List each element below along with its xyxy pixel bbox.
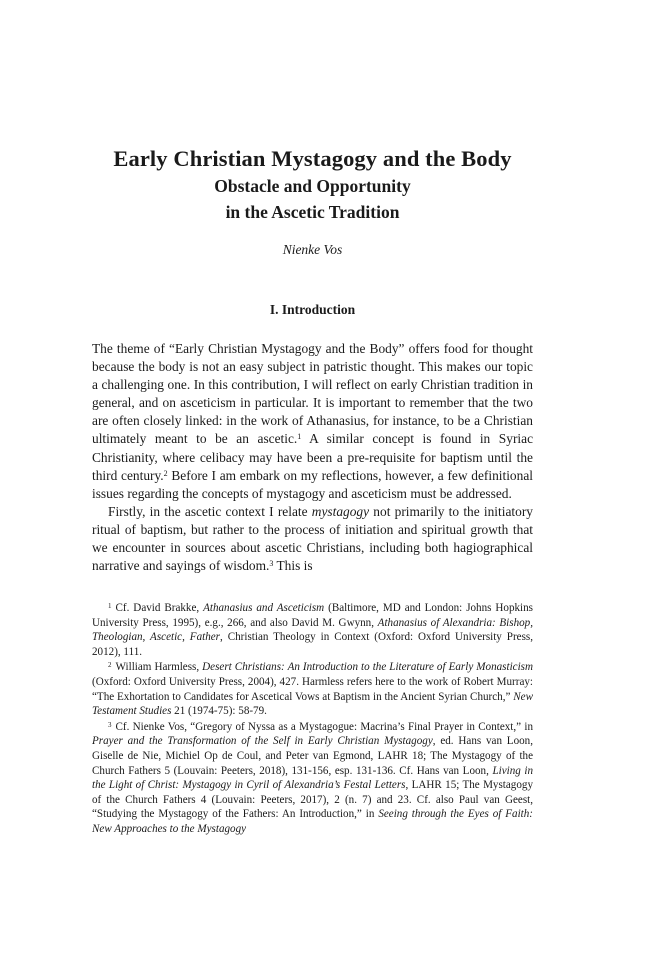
chapter-title: Early Christian Mystagogy and the Body — [113, 146, 512, 171]
chapter-subtitle-line1: Obstacle and Opportunity — [214, 176, 411, 196]
footnote-ref-3: 3 — [269, 559, 274, 569]
paragraph-1: The theme of “Early Christian Mystagogy and the Body” offers food for thought because the body is not an easy subject in patristic thought. This makes our topic a challenging one. In this contribution, I will reflect on early Christian tradition in general, and on asceticism in particular. It is important to remember that the two are often closely linked: in the work of Athanasius, for instance, to be a Christian ultimately meant to be an ascetic.$^1$ A similar concept is found in Syriac Christianity, where celibacy may have been a pre-requisite for baptism until the third century.$^2$ Before I am embark on my reflections, however, a few definitional issues regarding the concepts of mystagogy and asceticism must be addressed. — [92, 341, 534, 501]
paragraph-2: Firstly, in the ascetic context I relate mystagogy not primarily to the initiatory ritual of baptism, but rather to the process of initiation and spiritual growth that we encounter in sources about ascetic Christians, including both hagiographical narrative and sayings of wisdom.$^3$ This is — [92, 503, 533, 574]
footnote-2: $^2$ William Harmless, Desert Christians: An Introduction to the Literature of Early Monasticism (Oxford: Oxford University Press, 2004), 427. Harmless refers here to the work of Robert Murray: “The Exhortation to Candidates for Ascetical Vows at Baptism in the Ancient Syrian Church,” New Testament Studies 21 (1974-75): 58-79. — [92, 661, 533, 718]
footnote-ref-2: 2 — [163, 468, 168, 478]
chapter-subtitle-line2: in the Ascetic Tradition — [225, 202, 400, 222]
footnote-1: $^1$ Cf. David Brakke, Athanasius and Asceticism (Baltimore, MD and London: Johns Hopkins University Press, 1995), e.g., 266, and also David M. Gwynn, Athanasius of Alexandria: Bishop, Theologian, Ascetic, Father, Christian Theology in Context (Oxford: Oxford University Press, 2012), 111. — [92, 602, 534, 658]
footnotes — [92, 601, 533, 838]
footnote-ref-1: 1 — [297, 432, 302, 442]
emphasis-mystagogy: mystagogy — [311, 503, 370, 519]
body-text — [92, 340, 533, 575]
author-name: Nienke Vos — [282, 242, 343, 257]
section-heading: I. Introduction — [269, 302, 356, 317]
footnote-3: $^3$ Cf. Nienke Vos, “Gregory of Nyssa as a Mystagogue: Macrina’s Final Prayer in Context,” in Prayer and the Transformation of the Self in Early Christian Mystagogy, ed. Hans van Loon, Giselle de Nie, Michiel Op de Coul, and Peter van Egmond, LAHR 18; The Mystagogy of the Church Fathers 5 (Louvain: Peeters, 2018), 131-156, esp. 131-136. Cf. Hans van Loon, Living in the Light of Christ: Mystagogy in Cyril of Alexandria’s Festal Letters, LAHR 15; The Mystagogy of the Church Fathers 4 (Louvain: Peeters, 2017), 2 (n. 7) and 23. Cf. also Paul van Geest, “Studying the Mystagogy of the Fathers: An Introduction,” in Seeing through the Eyes of Faith: New Approaches to the Mystagogy — [92, 720, 534, 835]
